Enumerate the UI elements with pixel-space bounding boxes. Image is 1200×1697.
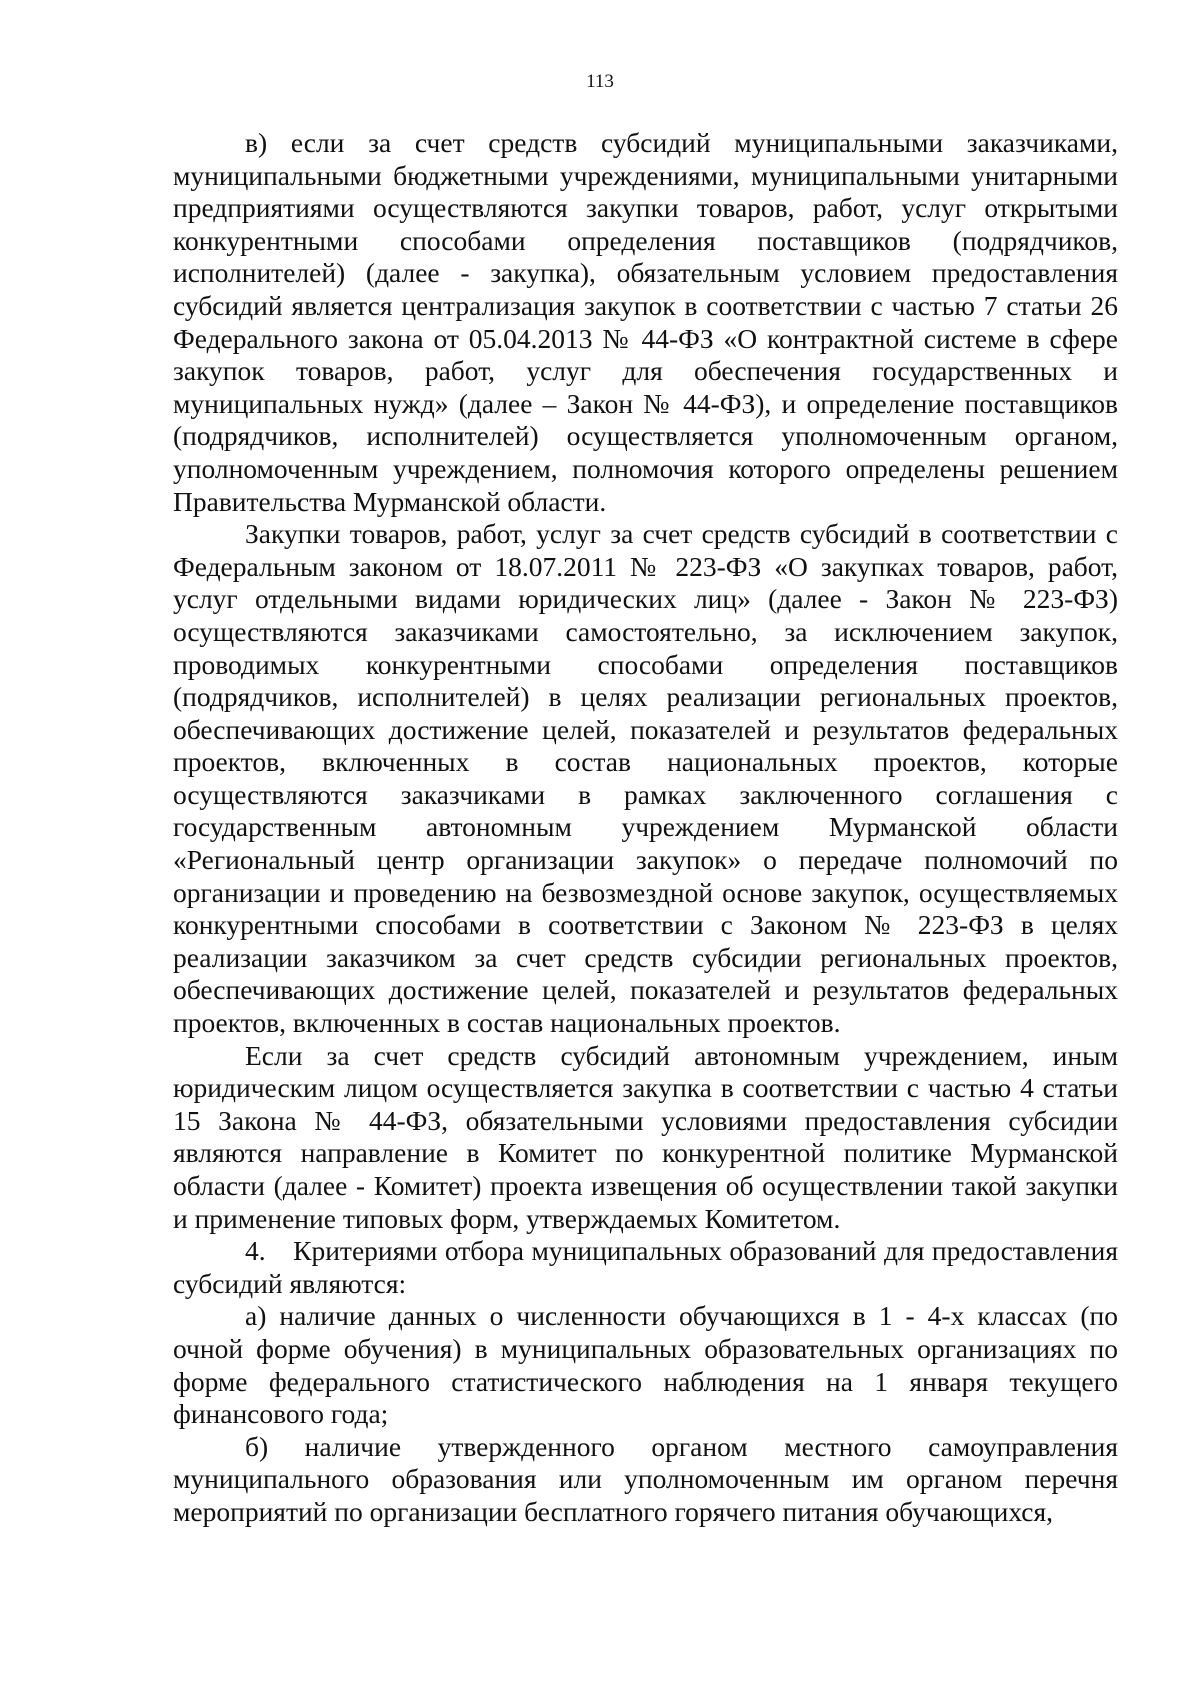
paragraph-procurement-223: Закупки товаров, работ, услуг за счет средств субсидий в соответствии с Федеральным законом от 18.07.2011 № 223-ФЗ «О закупках товаров, работ, услуг отдельными видами юридических лиц» (далее - Закон № 223-ФЗ) осуществляются заказчиками самостоятельно, за исключением закупок, проводимых конкурентными способами определения поставщиков (подрядчиков, исполнителей) в целях реализации региональных проектов, обеспечивающих достижение целей, показателей и результатов федеральных проектов, включенных в состав национальных проектов, которые осуществляются заказчиками в рамках заключенного соглашения с государственным автономным учреждением Мурманской области «Региональный центр организации закупок» о передаче полномочий по организации и проведению на безвозмездной основе закупок, осуществляемых конкурентными способами в соответствии с Законом № 223-ФЗ в целях реализации заказчиком за счет средств субсидии региональных проектов, обеспечивающих достижение целей, показателей и результатов федеральных проектов, включенных в состав национальных проектов.: [173, 518, 1118, 1039]
page-number: 113: [586, 71, 614, 92]
paragraph-autonomous-institution: Если за счет средств субсидий автономным учреждением, иным юридическим лицом осуществляется закупка в соответствии с частью 4 статьи 15 Закона № 44-ФЗ, обязательными условиями предоставления субсидии являются направление в Комитет по конкурентной политике Мурманской области (далее - Комитет) проекта извещения об осуществлении такой закупки и применение типовых форм, утверждаемых Комитетом.: [173, 1039, 1118, 1234]
paragraph-criterion-a: а) наличие данных о численности обучающихся в 1 - 4-х классах (по очной форме обучения) в муниципальных образовательных организациях по форме федерального статистического наблюдения на 1 января текущего финансового года;: [173, 1300, 1118, 1430]
paragraph-item-v: в) если за счет средств субсидий муниципальными заказчиками, муниципальными бюджетными учреждениями, муниципальными унитарными предприятиями осуществляются закупки товаров, работ, услуг открытыми конкурентными способами определения поставщиков (подрядчиков, исполнителей) (далее - закупка), обязательным условием предоставления субсидий является централизация закупок в соответствии с частью 7 статьи 26 Федерального закона от 05.04.2013 № 44-ФЗ «О контрактной системе в сфере закупок товаров, работ, услуг для обеспечения государственных и муниципальных нужд» (далее – Закон № 44-ФЗ), и определение поставщиков (подрядчиков, исполнителей) осуществляется уполномоченным органом, уполномоченным учреждением, полномочия которого определены решением Правительства Мурманской области.: [173, 127, 1118, 517]
document-body: [173, 127, 1118, 1529]
paragraph-section-4: 4. Критериями отбора муниципальных образований для предоставления субсидий являются:: [173, 1235, 1118, 1299]
paragraph-criterion-b: б) наличие утвержденного органом местного самоуправления муниципального образования или уполномоченным им органом перечня мероприятий по организации бесплатного горячего питания обучающихся,: [173, 1430, 1118, 1527]
